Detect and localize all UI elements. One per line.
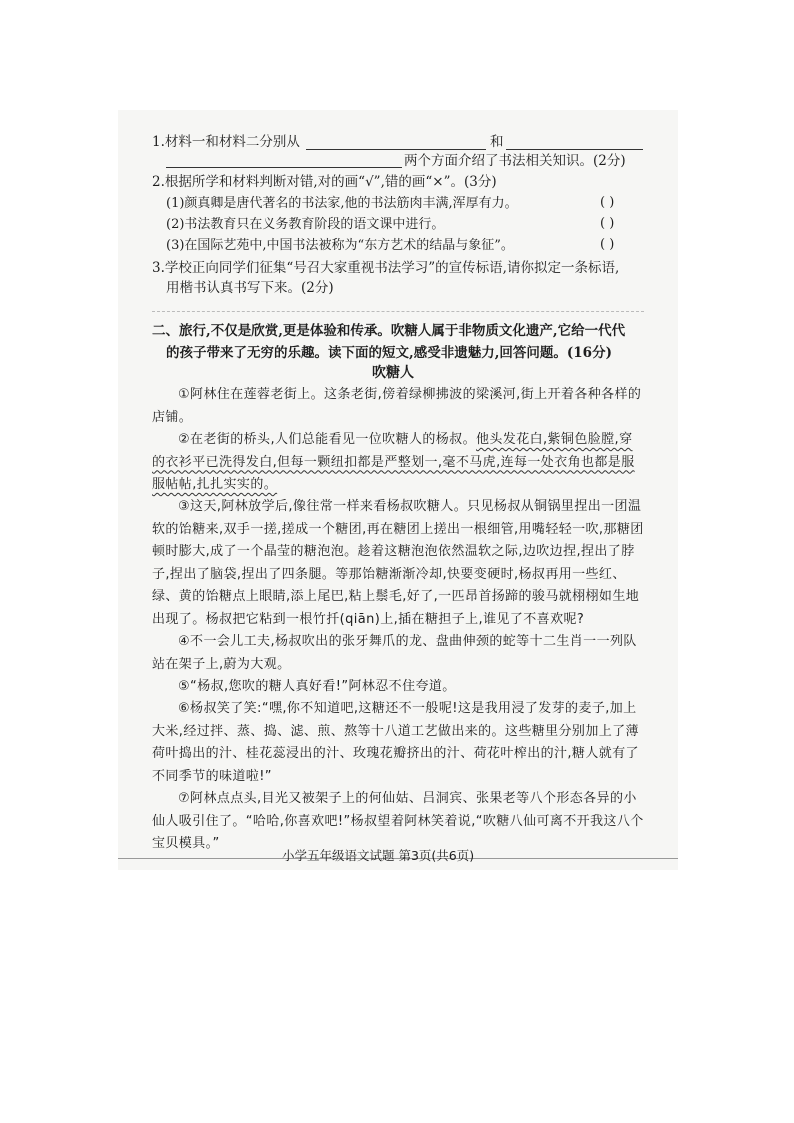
q1-text-a: 1.材料一和材料二分别从 (152, 134, 300, 150)
q2-item-1: (1)颜真卿是唐代著名的书法家,他的书法筋肉丰满,浑厚有力。 (166, 196, 518, 211)
passage-paragraph-2: ②在老街的桥头,人们总能看见一位吹糖人的杨叔。他头发花白,紫铜色脸膛,穿的衣衫平已洗得发白,但每一颗纽扣都是严整划一,毫不马虎,连每一处衣角也都是服服帖帖,扎扎实实的。 (152, 432, 635, 492)
section2-line-1: 二、旅行,不仅是欣赏,更是体验和传承。吹糖人属于非物质文化遗产,它给一代代 (152, 323, 626, 339)
passage-paragraph-1: ①阿林住在莲蓉老街上。这条老街,傍着绿柳拂波的梁溪河,街上开着各种各样的店铺。 (152, 387, 642, 425)
q1-blank-1[interactable] (306, 149, 486, 150)
passage-paragraph-4: ④不一会儿工夫,杨叔吹出的张牙舞爪的龙、盘曲伸颈的蛇等十二生肖一一列队站在架子上,蔚为大观。 (152, 634, 637, 672)
passage-paragraph-3: ③这天,阿林放学后,像往常一样来看杨叔吹糖人。只见杨叔从铜锅里捏出一团温软的饴糖来,双手一搓,搓成一个糖团,再在糖团上搓出一根细管,用嘴轻轻一吹,那糖团顿时膨大,成了一个晶莹的糖泡泡。趁着这糖泡泡依然温软之际,边吹边捏,捏出了脖子,捏出了脑袋,捏出了四条腿。等那饴糖渐渐冷却,快要变硬时,杨叔再用一些红、绿、黄的饴糖点上眼睛,添上尾巴,粘上鬃毛,好了,一匹昂首扬蹄的骏马就栩栩如生地出现了。杨叔把它粘到一根竹扦(qiān)上,插在糖担子上,谁见了不喜欢呢? (152, 499, 644, 627)
q3-line-2: 用楷书认真书写下来。(2分) (166, 280, 334, 296)
wavy-underlined-sentence: 他头发花白,紫铜色脸膛,穿的衣衫平已洗得发白,但每一颗纽扣都是严整划一,毫不马虎,连每一处衣角也都是服服帖帖,扎扎实实的。 (152, 432, 635, 492)
passage-paragraph-5: ⑤“杨叔,您吹的糖人真好看!”阿林忍不住夸道。 (178, 679, 456, 694)
passage-title: 吹糖人 (372, 365, 414, 381)
q3-line-1: 3.学校正向同学们征集“号召大家重视书法学习”的宣传标语,请你拟定一条标语, (152, 260, 620, 276)
q2-item-3: (3)在国际艺苑中,中国书法被称为“东方艺术的结晶与象征”。 (166, 238, 514, 253)
section2-line-2: 的孩子带来了无穷的乐趣。读下面的短文,感受非遗魅力,回答问题。(16分) (166, 345, 612, 361)
q1-blank-2[interactable] (506, 149, 643, 150)
q1-blank-3[interactable] (166, 167, 402, 168)
q2-stem: 2.根据所学和材料判断对错,对的画“√”,错的画“×”。(3分) (152, 174, 497, 190)
passage-paragraph-6: ⑥杨叔笑了笑:“嘿,你不知道吧,这糖还不一般呢!这是我用浸了发芽的麦子,加上大米,经过拌、蒸、捣、滤、煎、熬等十八道工艺做出来的。这些糖里分别加上了薄荷叶捣出的汁、桂花蕊浸出的汁、玫瑰花瓣挤出的汁、荷花叶榨出的汁,糖人就有了不同季节的味道啦!” (152, 701, 639, 784)
q2-answer-paren-1[interactable]: ( ) (600, 195, 615, 210)
q2-answer-paren-3[interactable]: ( ) (600, 237, 615, 252)
q2-answer-paren-2[interactable]: ( ) (600, 216, 615, 231)
page-footer: 小学五年级语文试题 第3页(共6页) (282, 848, 475, 863)
q3-answer-line[interactable] (152, 311, 644, 312)
passage-paragraph-7: ⑦阿林点点头,目光又被架子上的何仙姑、吕洞宾、张果老等八个形态各异的小仙人吸引住了。“哈哈,你喜欢吧!”杨叔望着阿林笑着说,“吹糖八仙可离不开我这八个宝贝模具。” (152, 791, 644, 851)
q1-text-b: 和 (490, 134, 504, 150)
q2-item-2: (2)书法教育只在义务教育阶段的语文课中进行。 (166, 217, 445, 232)
q1-text-c: 两个方面介绍了书法相关知识。(2分) (404, 153, 626, 169)
